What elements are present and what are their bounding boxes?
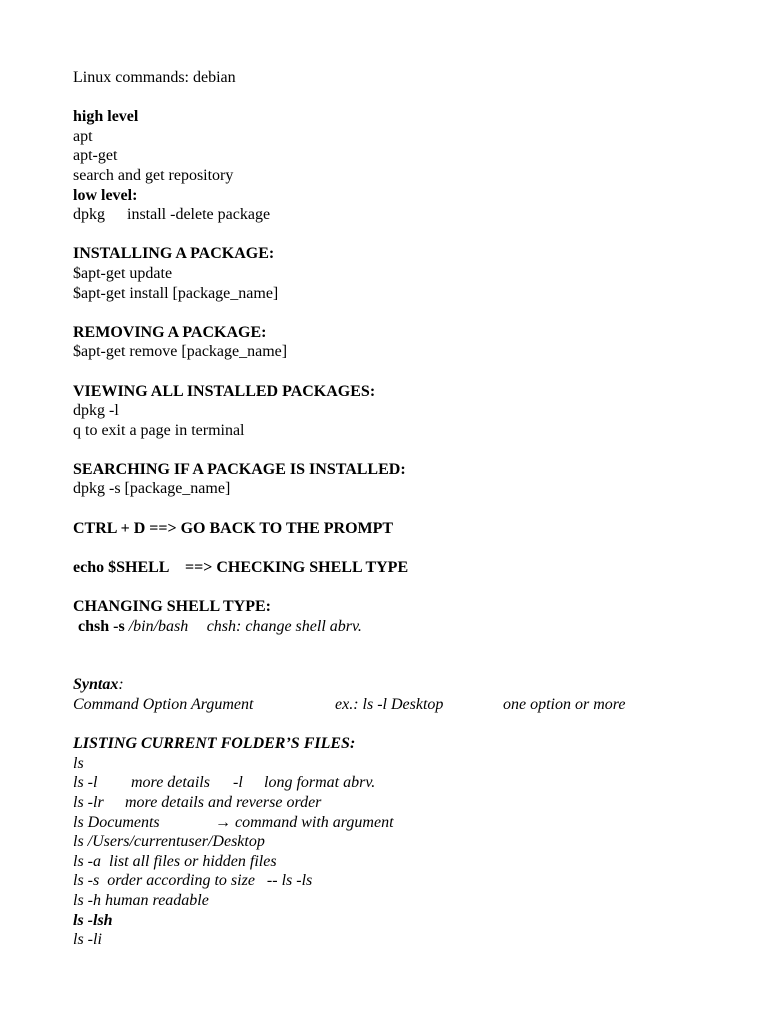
viewing-line: dpkg -l	[73, 402, 119, 420]
ls-lr-cmd: ls -lr	[73, 793, 104, 811]
syntax-part: Command Option Argument	[73, 696, 254, 713]
syntax-heading: Syntax	[73, 676, 119, 694]
viewing-heading: VIEWING ALL INSTALLED PACKAGES:	[73, 382, 376, 400]
echo-shell-desc: ==> CHECKING SHELL TYPE	[185, 558, 409, 576]
listing-line: ls -li	[73, 931, 102, 949]
high-level-heading: high level	[73, 108, 139, 126]
low-level-cmd: dpkg	[73, 206, 105, 224]
ctrl-d-line: CTRL + D ==> GO BACK TO THE PROMPT	[73, 519, 394, 537]
ls-docs-desc: → command with argument	[215, 813, 394, 831]
listing-line: ls -s order according to size -- ls -ls	[73, 872, 313, 890]
listing-line: ls -lsh	[73, 911, 113, 929]
installing-heading: INSTALLING A PACKAGE:	[73, 245, 275, 263]
changing-shell-heading: CHANGING SHELL TYPE:	[73, 598, 271, 616]
low-level-heading: low level:	[73, 186, 138, 204]
ls-l-desc2: long format abrv.	[264, 774, 376, 792]
viewing-line: q to exit a page in terminal	[73, 421, 245, 439]
syntax-line	[73, 695, 753, 715]
ls-docs-cmd: ls Documents	[73, 813, 160, 831]
searching-line: dpkg -s [package_name]	[73, 480, 231, 498]
syntax-part: ex.: ls -l Desktop	[335, 696, 444, 713]
high-level-item: search and get repository	[73, 166, 234, 184]
searching-heading: SEARCHING IF A PACKAGE IS INSTALLED:	[73, 460, 406, 478]
listing-line: ls /Users/currentuser/Desktop	[73, 833, 265, 851]
chsh-cmd: chsh -s	[78, 617, 125, 635]
low-level-desc: install -delete package	[127, 206, 271, 224]
ls-l-desc: more details	[131, 774, 210, 792]
listing-line	[73, 793, 753, 813]
installing-line: $apt-get update	[73, 264, 173, 282]
ls-l-cmd: ls -l	[73, 774, 98, 792]
ls-lr-desc: more details and reverse order	[125, 793, 322, 811]
high-level-item: apt	[73, 127, 93, 145]
removing-heading: REMOVING A PACKAGE:	[73, 323, 267, 341]
low-level-line	[73, 205, 753, 225]
listing-line	[73, 813, 753, 833]
syntax-heading-line	[73, 675, 753, 695]
changing-shell-line	[73, 617, 753, 637]
document-page	[73, 68, 753, 950]
listing-line: ls -a list all files or hidden files	[73, 852, 277, 870]
document-title: Linux commands: debian	[73, 69, 236, 86]
chsh-note: chsh: change shell abrv.	[206, 617, 362, 635]
high-level-item: apt-get	[73, 147, 118, 165]
syntax-colon: :	[118, 676, 124, 694]
syntax-part: one option or more	[503, 696, 626, 713]
listing-heading: LISTING CURRENT FOLDER’S FILES:	[73, 735, 356, 753]
installing-line: $apt-get install [package_name]	[73, 284, 279, 302]
echo-shell-line	[73, 558, 753, 578]
listing-line: ls	[73, 754, 84, 772]
listing-line	[73, 773, 753, 793]
removing-line: $apt-get remove [package_name]	[73, 343, 288, 361]
echo-shell-cmd: echo $SHELL	[73, 558, 170, 576]
listing-line: ls -h human readable	[73, 891, 209, 909]
chsh-path: /bin/bash	[128, 617, 189, 635]
ls-l-opt: -l	[233, 774, 243, 792]
